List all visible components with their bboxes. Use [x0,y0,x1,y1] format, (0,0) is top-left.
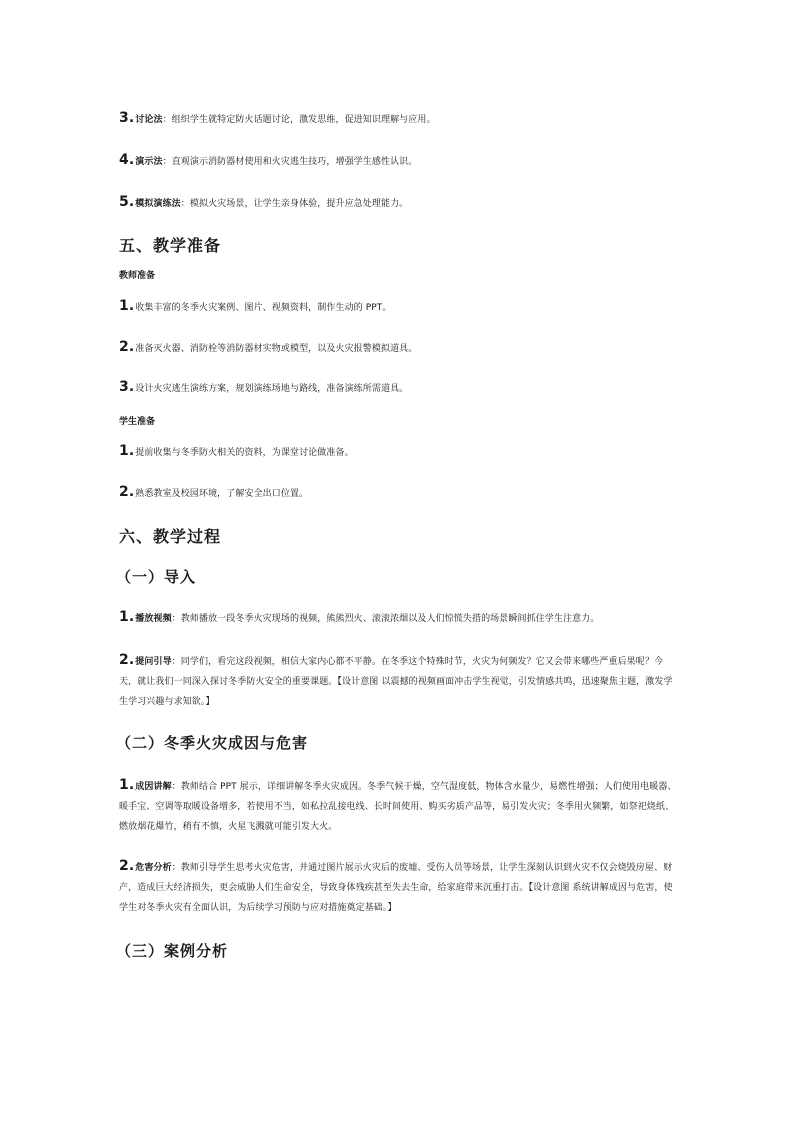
student-prep-item [119,445,679,460]
item-keyword: 播放视频 [135,614,172,624]
item-text: ：教师结合 PPT 展示，详细讲解冬季火灾成因。冬季气候干燥，空气湿度低，物体含水量少，易燃性增强；人们使用电暖器、暖手宝、空调等取暖设备增多，若使用不当，如私拉乱接电线、长时间使用、购买劣质产品等，易引发火灾；冬季用火频繁，如祭祀烧纸、燃放烟花爆竹，稍有不慎，火星飞溅就可能引发大火。 [119,782,677,832]
item-keyword: 成因讲解 [135,782,172,792]
item-number: 2. [119,652,135,668]
part-heading-case-analysis: （三）案例分析 [116,942,229,960]
item-text: ：同学们，看完这段视频，相信大家内心都不平静。在冬季这个特殊时节，火灾为何频发？它又会带来哪些严重后果呢？今天，就让我们一同深入探讨冬季防火安全的重要课题。【设计意图 以震撼的视频画面冲击学生视觉，引发情感共鸣，迅速聚焦主题，激发学生学习兴趣与求知欲。】 [119,657,673,707]
item-number: 3. [119,379,135,395]
method-item-demonstration [119,154,679,169]
item-text: 设计火灾逃生演练方案，规划演练场地与路线，准备演练所需道具。 [135,384,409,394]
item-number: 1. [119,443,135,459]
item-text: 熟悉教室及校园环境，了解安全出口位置。 [135,489,309,499]
item-number: 2. [119,858,135,874]
student-prep-item [119,486,679,501]
item-number: 3. [119,110,135,126]
item-keyword: 讨论法 [135,115,163,125]
item-number: 5. [119,194,135,210]
item-text: ：直观演示消防器材使用和火灾逃生技巧，增强学生感性认识。 [162,157,418,167]
teacher-prep-item [119,341,679,356]
item-text: ：教师引导学生思考火灾危害，并通过图片展示火灾后的废墟、受伤人员等场景，让学生深刻认识到火灾不仅会烧毁房屋、财产，造成巨大经济损失，更会威胁人们生命安全，导致身体残疾甚至失去生命，给家庭带来沉重打击。【设计意图 系统讲解成因与危害，使学生对冬季火灾有全面认识，为后续学习预防与应对措施奠定基础。】 [119,863,673,913]
intro-item-video [119,611,679,626]
item-number: 1. [119,298,135,314]
item-keyword: 提问引导 [135,657,172,667]
part-heading-causes-hazards: （二）冬季火灾成因与危害 [116,734,309,752]
item-number: 1. [119,609,135,625]
method-item-discussion [119,112,679,127]
item-text: 准备灭火器、消防栓等消防器材实物或模型，以及火灾报警模拟道具。 [135,344,418,354]
item-number: 1. [119,777,135,793]
item-text: ：组织学生就特定防火话题讨论，激发思维，促进知识理解与应用。 [162,115,436,125]
item-text: ：教师播放一段冬季火灾现场的视频，熊熊烈火、滚滚浓烟以及人们惊慌失措的场景瞬间抓住学生注意力。 [171,614,600,624]
item-text: 提前收集与冬季防火相关的资料，为课堂讨论做准备。 [135,448,354,458]
item-number: 2. [119,484,135,500]
causes-item-explanation [119,775,679,837]
section-heading-preparation: 五、教学准备 [119,236,222,255]
teacher-prep-item [119,381,679,396]
intro-item-question [119,650,679,712]
item-keyword: 危害分析 [135,863,172,873]
part-heading-introduction: （一）导入 [116,568,197,586]
item-number: 4. [119,152,135,168]
subheading-student-preparation: 学生准备 [119,417,156,427]
hazards-item-analysis [119,856,679,918]
section-heading-teaching-process: 六、教学过程 [119,527,222,546]
item-text: 收集丰富的冬季火灾案例、图片、视频资料，制作生动的 PPT。 [135,303,392,313]
item-number: 2. [119,339,135,355]
subheading-teacher-preparation: 教师准备 [119,271,156,281]
teacher-prep-item [119,300,679,315]
item-text: ：模拟火灾场景，让学生亲身体验，提升应急处理能力。 [180,199,409,209]
item-keyword: 演示法 [135,157,163,167]
item-keyword: 模拟演练法 [135,199,181,209]
method-item-simulation [119,196,679,211]
